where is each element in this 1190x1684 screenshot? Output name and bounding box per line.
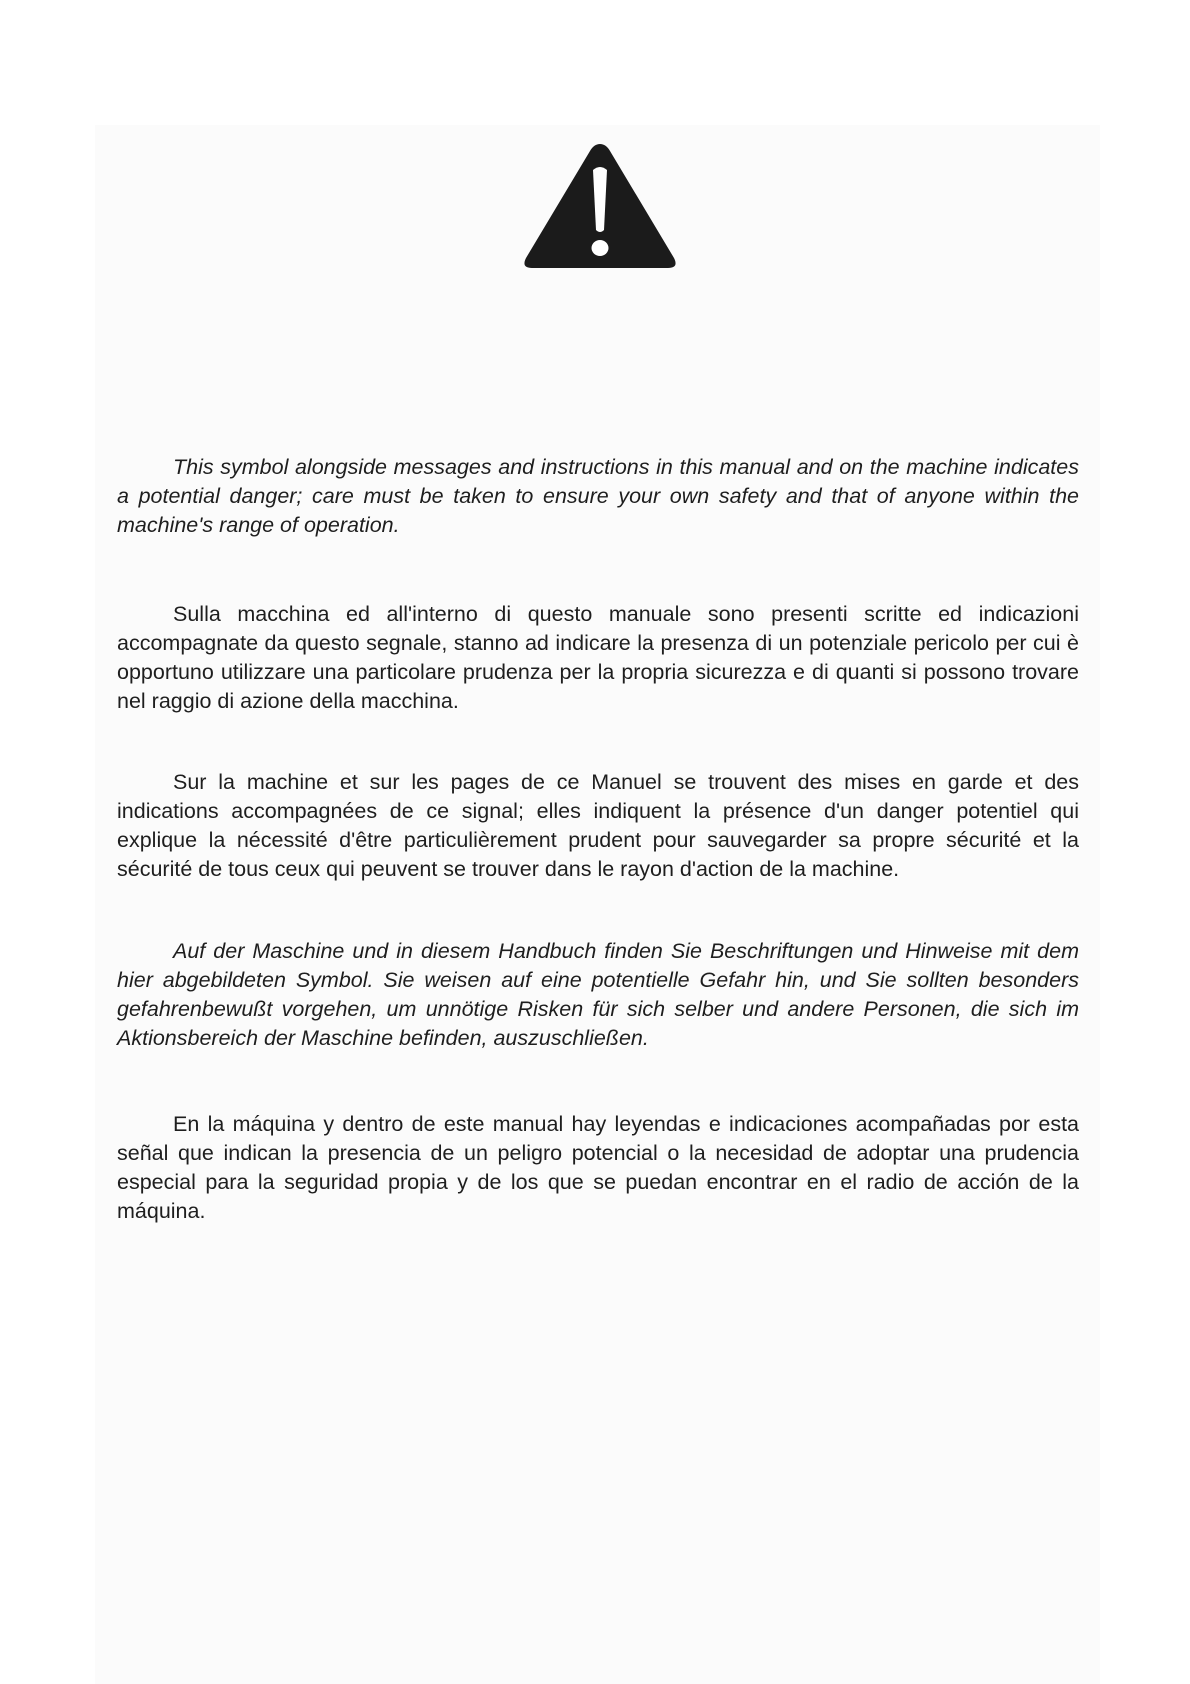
scanned-page-area bbox=[95, 125, 1100, 1684]
warning-text-german: Auf der Maschine und in diesem Handbuch finden Sie Beschriftungen und Hinweise mit dem hier abgebildeten Symbol. Sie weisen auf eine potentielle Gefahr hin, und Sie sollten besonders gefahrenbewußt vorgehen, um unnötige Risken für sich selber und andere Personen, die sich im Aktionsbereich der Maschine befinden, auszuschließen. bbox=[117, 939, 1079, 1050]
warning-text-spanish: En la máquina y dentro de este manual hay leyendas e indicaciones acompañadas por esta señal que indican la presencia de un peligro potencial o la necesidad de adoptar una prudencia especial para la seguridad propia y de los que se puedan encontrar en el radio de acción de la máquina. bbox=[117, 1112, 1079, 1223]
warning-text-english: This symbol alongside messages and instructions in this manual and on the machine indicates a potential danger; care must be taken to ensure your own safety and that of anyone within the machine's range of operation. bbox=[117, 455, 1079, 537]
warning-text-french: Sur la machine et sur les pages de ce Manuel se trouvent des mises en garde et des indications accompagnées de ce signal; elles indiquent la présence d'un danger potentiel qui explique la nécessité d'être particulièrement prudent pour sauvegarder sa propre sécurité et la sécurité de tous ceux qui peuvent se trouver dans le rayon d'action de la machine. bbox=[117, 770, 1079, 881]
warning-triangle-icon bbox=[520, 140, 680, 280]
warning-text-italian: Sulla macchina ed all'interno di questo manuale sono presenti scritte ed indicazioni accompagnate da questo segnale, stanno ad indicare la presenza di un potenziale pericolo per cui è opportuno utilizzare una particolare prudenza per la propria sicurezza e di quanti si possono trovare nel raggio di azione della macchina. bbox=[117, 602, 1079, 713]
